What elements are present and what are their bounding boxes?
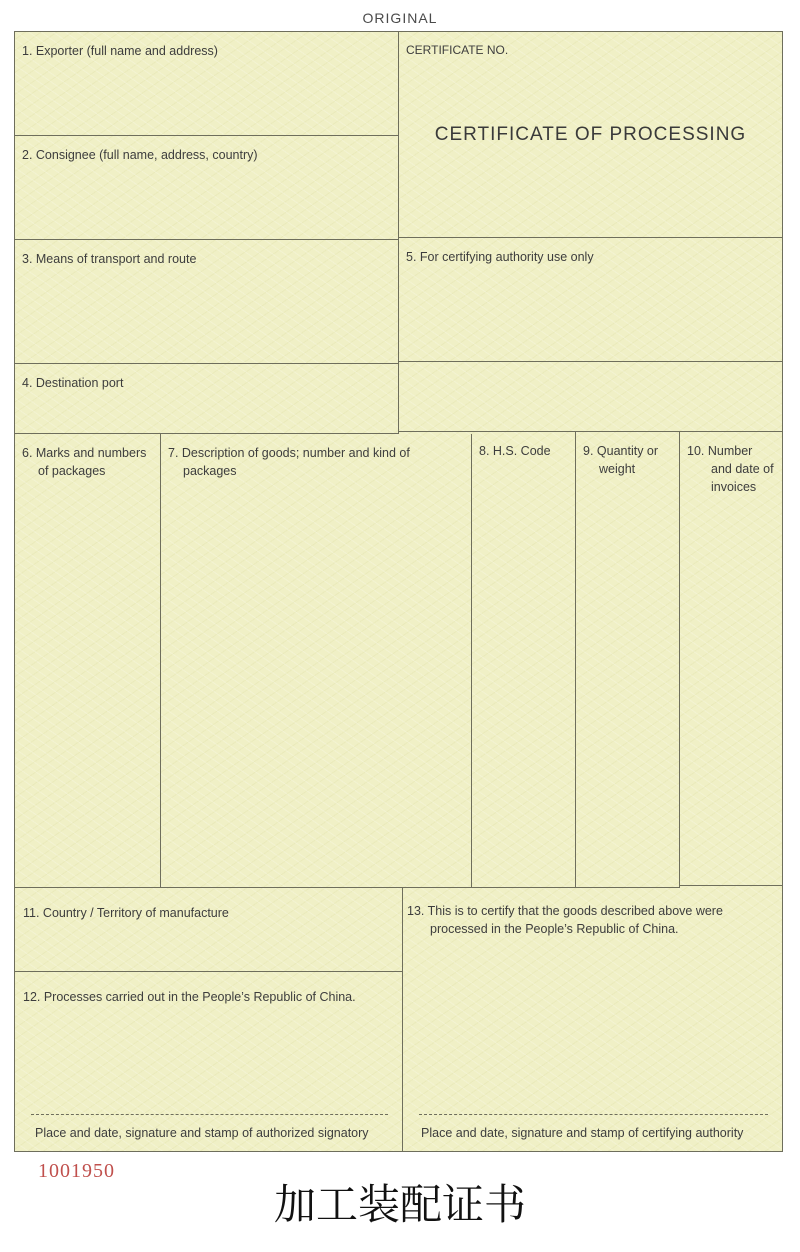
box-destination-port[interactable]: [15, 364, 399, 434]
box-country-of-manufacture[interactable]: [15, 888, 403, 972]
original-header: ORIGINAL: [362, 10, 438, 26]
box-transport[interactable]: [15, 240, 399, 364]
certification-label: 13. This is to certify that the goods described above were processed in the People’s Republic of China.: [407, 904, 723, 936]
certificate-form: [14, 31, 783, 1152]
box-quantity[interactable]: [576, 432, 680, 888]
box-consignee[interactable]: [15, 136, 399, 240]
chinese-title: 加工装配证书: [273, 1180, 526, 1229]
invoices-label: 10. Number and date of invoices: [687, 444, 774, 494]
certificate-title: CERTIFICATE OF PROCESSING: [434, 124, 747, 145]
description-label: 7. Description of goods; number and kind of packages: [168, 446, 410, 478]
box-certifying-authority[interactable]: [399, 238, 782, 362]
certificate-no-label: CERTIFICATE NO.: [406, 43, 509, 57]
serial-number: 1001950: [38, 1160, 115, 1182]
country-of-manufacture-label: 11. Country / Territory of manufacture: [23, 906, 229, 920]
box-description[interactable]: [161, 434, 472, 888]
box-processes[interactable]: [15, 972, 403, 1151]
signature-dash-left: [31, 1114, 388, 1115]
box-marks[interactable]: [15, 434, 161, 888]
consignee-label: 2. Consignee (full name, address, country): [22, 148, 258, 162]
box-invoices[interactable]: [680, 432, 782, 886]
box-blank-authority[interactable]: [399, 362, 782, 432]
processes-label: 12. Processes carried out in the People’s Republic of China.: [23, 990, 356, 1004]
exporter-label: 1. Exporter (full name and address): [22, 44, 218, 58]
hs-code-label: 8. H.S. Code: [479, 444, 551, 458]
box-certification[interactable]: [403, 886, 782, 1151]
certifying-authority-label: 5. For certifying authority use only: [406, 250, 594, 264]
authority-footnote: Place and date, signature and stamp of certifying authority: [421, 1126, 744, 1140]
signature-dash-right: [419, 1114, 768, 1115]
transport-label: 3. Means of transport and route: [22, 252, 197, 266]
signatory-footnote: Place and date, signature and stamp of authorized signatory: [35, 1126, 369, 1140]
destination-port-label: 4. Destination port: [22, 376, 124, 390]
marks-label: 6. Marks and numbers of packages: [22, 446, 147, 478]
box-exporter[interactable]: [15, 32, 399, 136]
box-certificate-no[interactable]: [399, 32, 782, 238]
box-hs-code[interactable]: [472, 432, 576, 888]
quantity-label: 9. Quantity or weight: [583, 444, 659, 476]
